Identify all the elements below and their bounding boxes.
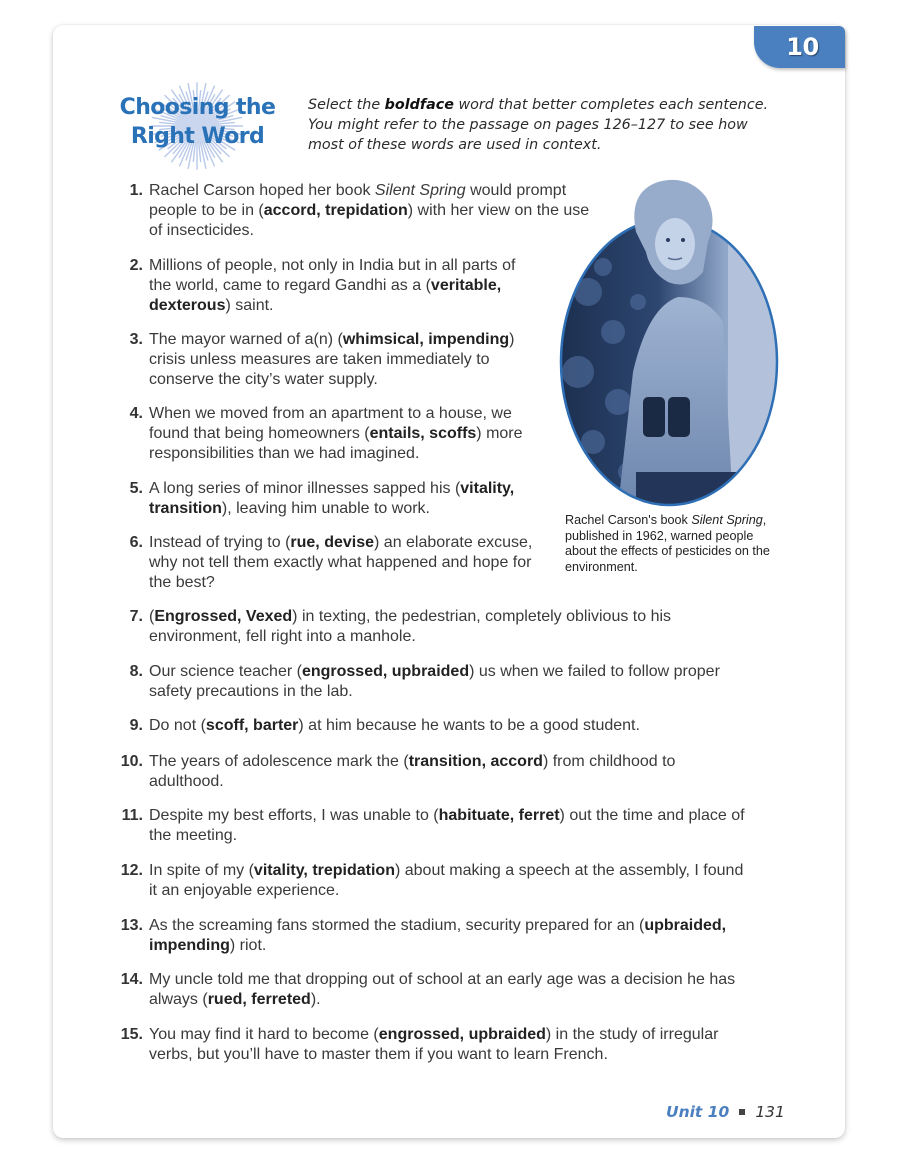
sentence-text: Despite my best efforts, I was unable to ( [149, 807, 439, 824]
item-number: 14. [120, 971, 143, 988]
sentence-text: My uncle told me that dropping out of school at an early age was a decision he has always ( [149, 971, 736, 1008]
item-number: 12. [120, 862, 143, 879]
item-number: 4. [129, 405, 143, 422]
unit-number-badge [754, 26, 845, 68]
exercise-item [110, 607, 749, 647]
item-sentence [149, 607, 749, 647]
item-number: 13. [120, 917, 143, 934]
sentence-text: ) an elaborate excuse, why not tell them exactly what happened and hope for the best? [149, 534, 533, 591]
exercise-item [110, 861, 749, 901]
item-number: 11. [121, 807, 143, 824]
photo-caption [565, 513, 785, 575]
word-choice[interactable]: veritable, dexterous [149, 277, 502, 314]
exercise-item [110, 662, 749, 702]
sentence-text: Rachel Carson hoped her book [149, 182, 375, 199]
word-choice[interactable]: Engrossed, Vexed [154, 608, 293, 625]
sentence-text: As the screaming fans stormed the stadium, security prepared for an ( [149, 917, 645, 934]
sentence-text: In spite of my ( [149, 862, 254, 879]
sentence-text: ) with her view on the use of insecticides. [149, 202, 590, 239]
sentence-text: ) in texting, the pedestrian, completely oblivious to his environment, fell right into a manhole. [149, 608, 672, 645]
sentence-text: Instead of trying to ( [149, 534, 291, 551]
sentence-text: ) riot. [229, 937, 267, 954]
word-choice[interactable]: engrossed, upbraided [378, 1026, 546, 1043]
item-sentence [149, 1025, 749, 1065]
exercise-item [110, 752, 749, 792]
item-sentence [149, 916, 749, 956]
sentence-text: ) more responsibilities than we had imagined. [149, 425, 523, 462]
sentence-text: would prompt people to be in ( [149, 182, 567, 219]
item-number: 9. [129, 717, 143, 734]
word-choice[interactable]: engrossed, upbraided [301, 663, 470, 680]
exercise-item [110, 533, 534, 593]
item-sentence [149, 404, 534, 464]
word-choice[interactable]: vitality, trepidation [253, 862, 395, 879]
item-sentence [149, 662, 749, 702]
item-sentence [149, 479, 541, 519]
sentence-text: ), leaving him unable to work. [221, 500, 430, 517]
sentence-text: The mayor warned of a(n) ( [149, 331, 343, 348]
sentence-text: You may find it hard to become ( [149, 1026, 379, 1043]
item-number: 8. [129, 663, 143, 680]
instructions-text: Select the [308, 97, 385, 113]
item-number: 5. [129, 480, 143, 497]
item-number: 7. [129, 608, 143, 625]
word-choice[interactable]: vitality, transition [149, 480, 515, 517]
item-sentence [149, 752, 749, 792]
item-number: 3. [129, 331, 143, 348]
page-number: 131 [755, 1103, 785, 1121]
footer-unit: Unit 10 [666, 1103, 730, 1121]
exercise-item [110, 330, 534, 390]
sentence-text: Millions of people, not only in India but in all parts of the world, came to regard Gandhi as a ( [149, 257, 516, 294]
exercise-item [110, 1025, 749, 1065]
item-sentence [149, 861, 749, 901]
exercise-item [110, 256, 534, 316]
word-choice[interactable]: transition, accord [408, 753, 543, 770]
exercise-item [110, 970, 749, 1010]
sentence-text: Do not ( [149, 717, 206, 734]
instructions-text-cont: word that better completes each sentence. You might refer to the passage on pages 126–127 to see how most of these words are used in context. [308, 97, 769, 153]
sentence-text: ) out the time and place of the meeting. [149, 807, 745, 844]
item-number: 15. [120, 1026, 143, 1043]
instructions [308, 95, 778, 155]
sentence-text: A long series of minor illnesses sapped his ( [149, 480, 461, 497]
item-sentence [149, 256, 534, 316]
caption-book-title: Silent Spring [691, 513, 763, 527]
item-sentence [149, 330, 534, 390]
exercise-item [110, 806, 749, 846]
word-choice[interactable]: accord, trepidation [263, 202, 408, 219]
logo-title-line2: Right Word [130, 124, 265, 149]
item-number: 10. [120, 753, 143, 770]
word-choice[interactable]: habituate, ferret [438, 807, 560, 824]
exercise-item [110, 404, 534, 464]
sentence-text: ) saint. [225, 297, 274, 314]
sentence-text: ) at him because he wants to be a good student. [298, 717, 640, 734]
book-title: Silent Spring [374, 182, 466, 199]
word-choice[interactable]: upbraided, impending [149, 917, 727, 954]
exercise-item [110, 479, 541, 519]
separator-square-icon [739, 1109, 745, 1115]
instructions-boldface: boldface [384, 97, 454, 113]
choosing-the-right-word-logo [110, 80, 285, 172]
sentence-text: When we moved from an apartment to a house, we found that being homeowners ( [149, 405, 512, 442]
item-sentence [149, 533, 534, 593]
sentence-text: The years of adolescence mark the ( [149, 753, 409, 770]
sentence-text: ). [310, 991, 321, 1008]
word-choice[interactable]: whimsical, impending [342, 331, 510, 348]
unit-number: 10 [786, 33, 819, 61]
sentence-text: ) us when we failed to follow proper safety precautions in the lab. [149, 663, 720, 700]
caption-text-cont: , published in 1962, warned people about the effects of pesticides on the environment. [565, 513, 770, 574]
item-number: 6. [129, 534, 143, 551]
item-sentence [149, 181, 599, 241]
item-number: 2. [129, 257, 143, 274]
word-choice[interactable]: scoff, barter [205, 717, 299, 734]
sentence-text: ) crisis unless measures are taken immediately to conserve the city’s water supply. [149, 331, 515, 388]
page-footer [666, 1103, 785, 1121]
sentence-text: ( [149, 608, 155, 625]
sentence-text: Our science teacher ( [149, 663, 302, 680]
item-sentence [149, 716, 749, 736]
logo-title-line1: Choosing the [119, 95, 276, 120]
word-choice[interactable]: rue, devise [290, 534, 375, 551]
exercise-item [110, 181, 599, 241]
sentence-text: ) in the study of irregular verbs, but you’ll have to master them if you want to learn French. [149, 1026, 719, 1063]
exercise-item [110, 716, 749, 736]
item-sentence [149, 970, 749, 1010]
word-choice[interactable]: rued, ferreted [207, 991, 311, 1008]
word-choice[interactable]: entails, scoffs [369, 425, 477, 442]
sentence-text: ) about making a speech at the assembly, I found it an enjoyable experience. [149, 862, 744, 899]
item-number: 1. [129, 182, 143, 199]
caption-text: Rachel Carson's book [565, 513, 692, 527]
item-sentence [149, 806, 749, 846]
sentence-text: ) from childhood to adulthood. [149, 753, 676, 790]
exercise-item [110, 916, 749, 956]
